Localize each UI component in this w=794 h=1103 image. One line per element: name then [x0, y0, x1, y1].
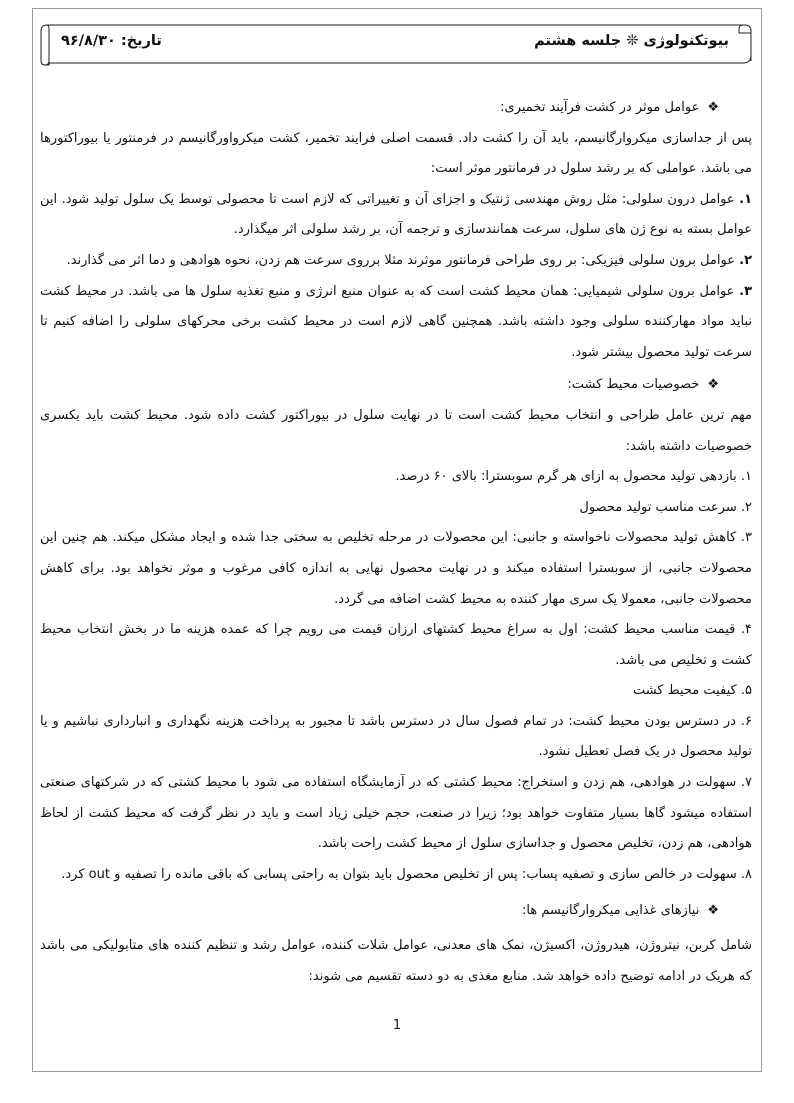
diamond-bullet-icon: ❖	[707, 100, 719, 115]
diamond-bullet-icon: ❖	[707, 377, 719, 393]
diamond-bullet-icon: ❖	[707, 903, 719, 919]
header-banner	[37, 21, 755, 67]
date-label: تاریخ: ۹۶/۸/۳۰	[61, 33, 162, 49]
item-text: عوامل برون سلولی شیمیایی: همان محیط کشت است که به عنوان منبع انرژی و منبع تغذیه سلول ها می باشد. در محیط کشت نباید مواد مهارکننده سلولی وجود داشته باشد. همچنین گاهی لازم است در محیط کشت برخی محرکهای سلولی را اضافه کنیم تا سرعت تولید محصول بیشتر شود.	[40, 283, 752, 360]
list-item	[40, 185, 752, 246]
list-item	[40, 277, 752, 369]
document-body	[40, 93, 752, 992]
paragraph: مهم ترین عامل طراحی و انتخاب محیط کشت است تا در نهایت سلول در بیوراکتور کشت داده شود. محیط کشت باید یکسری خصوصیات داشته باشد:	[40, 407, 752, 454]
list-item: ۳. کاهش تولید محصولات ناخواسته و جانبی: این محصولات در مرحله تخلیص به سختی جدا شده و ایجاد مشکل میکند. هم چنین این محصولات جانبی، از سوبسترا استفاده میکند و در نهایت محصول نهایی به اندازه کافی مرغوب و موثر نخواهد بود. برای کاهش محصولات جانبی، معمولا یک سری مهار کننده به محیط کشت اضافه می گردد.	[40, 530, 752, 607]
paragraph: پس از جداسازی میکروارگانیسم، باید آن را کشت داد. قسمت اصلی فرایند تخمیر، کشت میکرواورگانیسم در فرمنتور یا بیوراکتورها می باشد. عواملی که بر رشد سلول در فرمانتور موثر است:	[40, 130, 752, 177]
item-number: ۲.	[739, 252, 752, 268]
section-title: عوامل موثر در کشت فرآیند تخمیری:	[500, 100, 700, 115]
list-item: ۵. کیفیت محیط کشت	[632, 683, 752, 699]
item-text: عوامل درون سلولی: مثل روش مهندسی ژنتیک و اجزای آن و تغییراتی که لازم است تا محصولی توسط یک سلول تولید شود. این عوامل بسته به نوع ژن های سلول، سرعت همانندسازی و ترجمه آن، بر رشد سلولی اثر میگذارد.	[40, 191, 752, 238]
paragraph: شامل کربن، نیتروژن، هیدروژن، اکسیژن، نمک های معدنی، عوامل شلات کننده، عوامل رشد و تنظیم کننده های متابولیکی می باشد که هریک در ادامه توضیح داده خواهد شد. منابع مغذی به دو دسته تقسیم می شوند:	[40, 938, 752, 984]
section-heading	[40, 93, 752, 124]
page-number: 1	[392, 1018, 402, 1033]
item-number: ۱.	[739, 191, 752, 207]
page-title: بیوتکنولوژی ❊ جلسه هشتم	[534, 33, 729, 49]
list-item: ۲. سرعت مناسب تولید محصول	[579, 499, 752, 515]
item-number: ۳.	[739, 283, 752, 299]
section-title: خصوصیات محیط کشت:	[567, 377, 700, 393]
list-item: ۴. قیمت مناسب محیط کشت: اول به سراغ محیط کشتهای ارزان قیمت می رویم چرا که عمده هزینه ما در بخش انتخاب محیط کشت و تخلیص می باشد.	[40, 622, 752, 668]
list-item: ۱. بازدهی تولید محصول به ازای هر گرم سوبسترا: بالای ۶۰ درصد.	[395, 469, 752, 485]
list-item: ۶. در دسترس بودن محیط کشت: در تمام فصول سال در دسترس باشد تا مجبور به پرداخت هزینه نگهداری و انبارداری نباشیم و یا تولید محصول در یک فصل تعطیل نشود.	[40, 713, 752, 760]
list-item	[40, 246, 752, 277]
list-item: ۷. سهولت در هوادهی، هم زدن و استخراج: محیط کشتی که در آزمایشگاه استفاده می شود با محیط کشتی که در شرکتهای صنعتی استفاده میشود گاها بسیار متفاوت خواهد بود؛ زیرا در صنعت، حجم خیلی زیاد است و باید در نظر گرفت که محیط کشت از لحاظ هوادهی، هم زدن، تخلیص محصول و جداسازی سلول از محیط کشت راحت باشد.	[40, 775, 752, 852]
section-heading	[40, 896, 752, 927]
item-text: عوامل برون سلولی فیزیکی: بر روی طراحی فرمانتور موثرند مثلا برروی سرعت هم زدن، نحوه هوادهی و دما اثر می گذارند.	[66, 252, 740, 268]
list-item: ۸. سهولت در خالص سازی و تصفیه پساب: پس از تخلیص محصول باید بتوان به راحتی پسابی که باقی مانده را تصفیه و out کرد.	[61, 866, 752, 882]
section-heading	[40, 370, 752, 401]
section-title: نیازهای غذایی میکروارگانیسم ها:	[521, 903, 700, 919]
